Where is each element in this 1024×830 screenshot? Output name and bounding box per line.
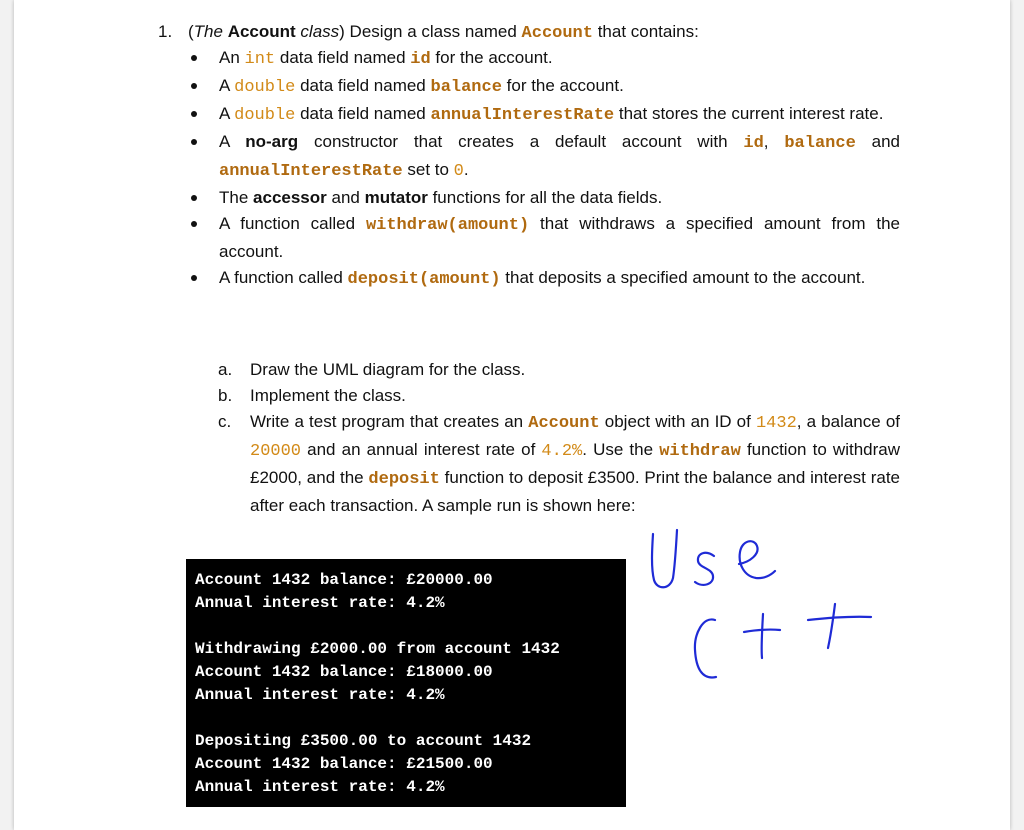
list-item: An int data field named id for the account. xyxy=(188,45,900,73)
console-line: Annual interest rate: 4.2% xyxy=(195,778,445,796)
subtask-item: a. Draw the UML diagram for the class. xyxy=(218,360,526,379)
console-line xyxy=(195,707,617,730)
subtask-item: b. Implement the class. xyxy=(218,386,406,405)
console-line: Account 1432 balance: £20000.00 xyxy=(195,571,493,589)
list-item: A no-arg constructor that creates a default account with id, balance and annualInterestRate set to 0. xyxy=(188,129,900,185)
question-intro: (The Account class) Design a class named Account that contains: xyxy=(188,22,699,43)
subtask-item: c. Write a test program that creates an Account object with an ID of 1432, a balance of 20000 and an annual interest rate of 4.2%. Use the withdraw function to withdraw £2000, and the deposit function to deposit £3500. Print the balance and interest rate after each transaction. A sample run is shown here: xyxy=(218,412,900,515)
subtask-list xyxy=(218,357,900,519)
console-line xyxy=(195,615,617,638)
console-line: Annual interest rate: 4.2% xyxy=(195,686,445,704)
sample-run-console xyxy=(186,559,626,807)
list-item: The accessor and mutator functions for all the data fields. xyxy=(188,185,900,211)
handwritten-note-use-cpp xyxy=(640,520,890,700)
question-number: 1. xyxy=(158,22,173,41)
console-line: Account 1432 balance: £21500.00 xyxy=(195,755,493,773)
list-item: A double data field named annualInterestRate that stores the current interest rate. xyxy=(188,101,900,129)
list-item: A function called deposit(amount) that deposits a specified amount to the account. xyxy=(188,265,900,293)
console-line: Withdrawing £2000.00 from account 1432 xyxy=(195,640,560,658)
console-line: Account 1432 balance: £18000.00 xyxy=(195,663,493,681)
requirements-list xyxy=(188,45,900,293)
console-line: Annual interest rate: 4.2% xyxy=(195,594,445,612)
list-item: A function called withdraw(amount) that withdraws a specified amount from the account. xyxy=(188,211,900,265)
list-item: A double data field named balance for the account. xyxy=(188,73,900,101)
console-line: Depositing £3500.00 to account 1432 xyxy=(195,732,532,750)
